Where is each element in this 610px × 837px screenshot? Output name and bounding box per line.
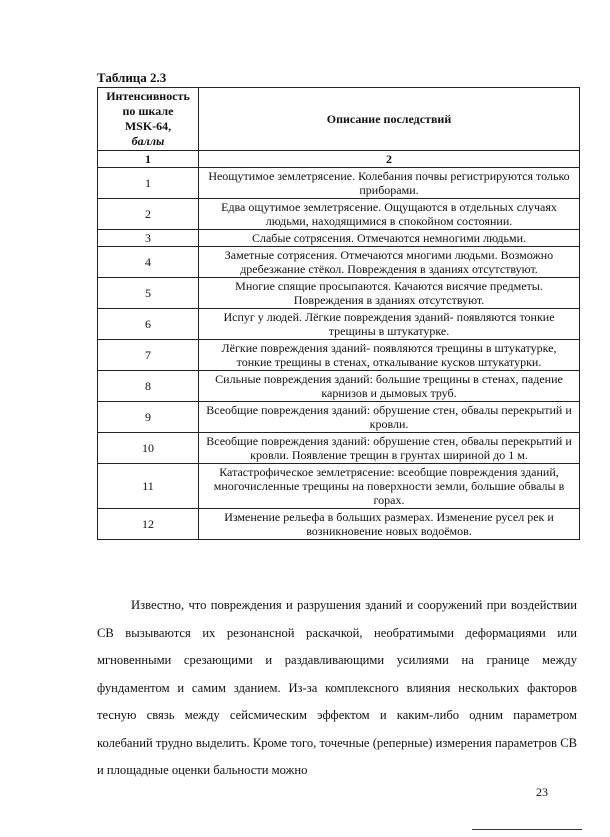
body-paragraph: Известно, что повреждения и разрушения зданий и сооружений при воздействии СВ вызываются их резонансной раскачкой, необратимыми деформациями или мгновенными срезающими и раздавливающими усилиями на границе между фундаментом и самим зданием. Из-за комплексного влияния нескольких факторов тесную связь между сейсмическим эффектом и каким-либо одним параметром колебаний трудно выделить. Кроме того, точечные (реперные) измерения параметров СВ и площадные оценки бальности можно bbox=[97, 598, 577, 777]
column-numbering-row bbox=[98, 151, 580, 168]
table-header-row bbox=[98, 88, 580, 151]
table-row bbox=[98, 199, 580, 230]
effect-description: Заметные сотрясения. Отмечаются многими людьми. Возможно дребезжание стёкол. Повреждения в зданиях отсутствуют. bbox=[199, 247, 580, 278]
table-row bbox=[98, 278, 580, 309]
header-intensity-line: по шкале bbox=[122, 104, 174, 118]
effect-description: Всеобщие повреждения зданий: обрушение стен, обвалы перекрытий и кровли. bbox=[199, 402, 580, 433]
table-caption: Таблица 2.3 bbox=[97, 70, 167, 85]
effect-description: Всеобщие повреждения зданий: обрушение стен, обвалы перекрытий и кровли. Появление трещин в грунтах шириной до 1 м. bbox=[199, 433, 580, 464]
intensity-level: 7 bbox=[98, 340, 199, 371]
effect-description: Изменение рельефа в больших размерах. Изменение русел рек и возникновение новых водоёмов. bbox=[199, 509, 580, 540]
table-row bbox=[98, 433, 580, 464]
effect-description: Испуг у людей. Лёгкие повреждения зданий- появляются тонкие трещины в штукатурке. bbox=[199, 309, 580, 340]
intensity-level: 12 bbox=[98, 509, 199, 540]
intensity-table bbox=[97, 87, 580, 540]
header-intensity-unit: баллы bbox=[131, 134, 165, 148]
intensity-level: 1 bbox=[98, 168, 199, 199]
intensity-level: 5 bbox=[98, 278, 199, 309]
intensity-level: 2 bbox=[98, 199, 199, 230]
table-row bbox=[98, 509, 580, 540]
table-row bbox=[98, 247, 580, 278]
effect-description: Катастрофическое землетрясение: всеобщие повреждения зданий, многочисленные трещины на поверхности земли, большие обвалы в горах. bbox=[199, 464, 580, 509]
effect-description: Едва ощутимое землетрясение. Ощущаются в отдельных случаях людьми, находящимися в спокойном состоянии. bbox=[199, 199, 580, 230]
header-intensity bbox=[98, 88, 199, 151]
header-description: Описание последствий bbox=[199, 88, 580, 151]
column-number: 2 bbox=[199, 151, 580, 168]
footer-rule bbox=[472, 829, 582, 830]
intensity-level: 3 bbox=[98, 230, 199, 247]
page-number: 23 bbox=[536, 785, 548, 799]
column-number: 1 bbox=[98, 151, 199, 168]
table-row bbox=[98, 309, 580, 340]
table-row bbox=[98, 340, 580, 371]
effect-description: Слабые сотрясения. Отмечаются немногими людьми. bbox=[199, 230, 580, 247]
effect-description: Сильные повреждения зданий: большие трещины в стенах, падение карнизов и дымовых труб. bbox=[199, 371, 580, 402]
table-row bbox=[98, 371, 580, 402]
effect-description: Многие спящие просыпаются. Качаются висячие предметы. Повреждения в зданиях отсутствуют. bbox=[199, 278, 580, 309]
table-row bbox=[98, 464, 580, 509]
intensity-level: 4 bbox=[98, 247, 199, 278]
intensity-level: 8 bbox=[98, 371, 199, 402]
intensity-level: 6 bbox=[98, 309, 199, 340]
intensity-level: 10 bbox=[98, 433, 199, 464]
intensity-level: 9 bbox=[98, 402, 199, 433]
table-row bbox=[98, 230, 580, 247]
effect-description: Лёгкие повреждения зданий- появляются трещины в штукатурке, тонкие трещины в стенах, откалывание кусков штукатурки. bbox=[199, 340, 580, 371]
effect-description: Неощутимое землетрясение. Колебания почвы регистрируются только приборами. bbox=[199, 168, 580, 199]
table-row bbox=[98, 168, 580, 199]
intensity-level: 11 bbox=[98, 464, 199, 509]
table-row bbox=[98, 402, 580, 433]
header-intensity-line: Интенсивность bbox=[106, 89, 190, 103]
header-intensity-line: MSK-64, bbox=[124, 119, 172, 133]
